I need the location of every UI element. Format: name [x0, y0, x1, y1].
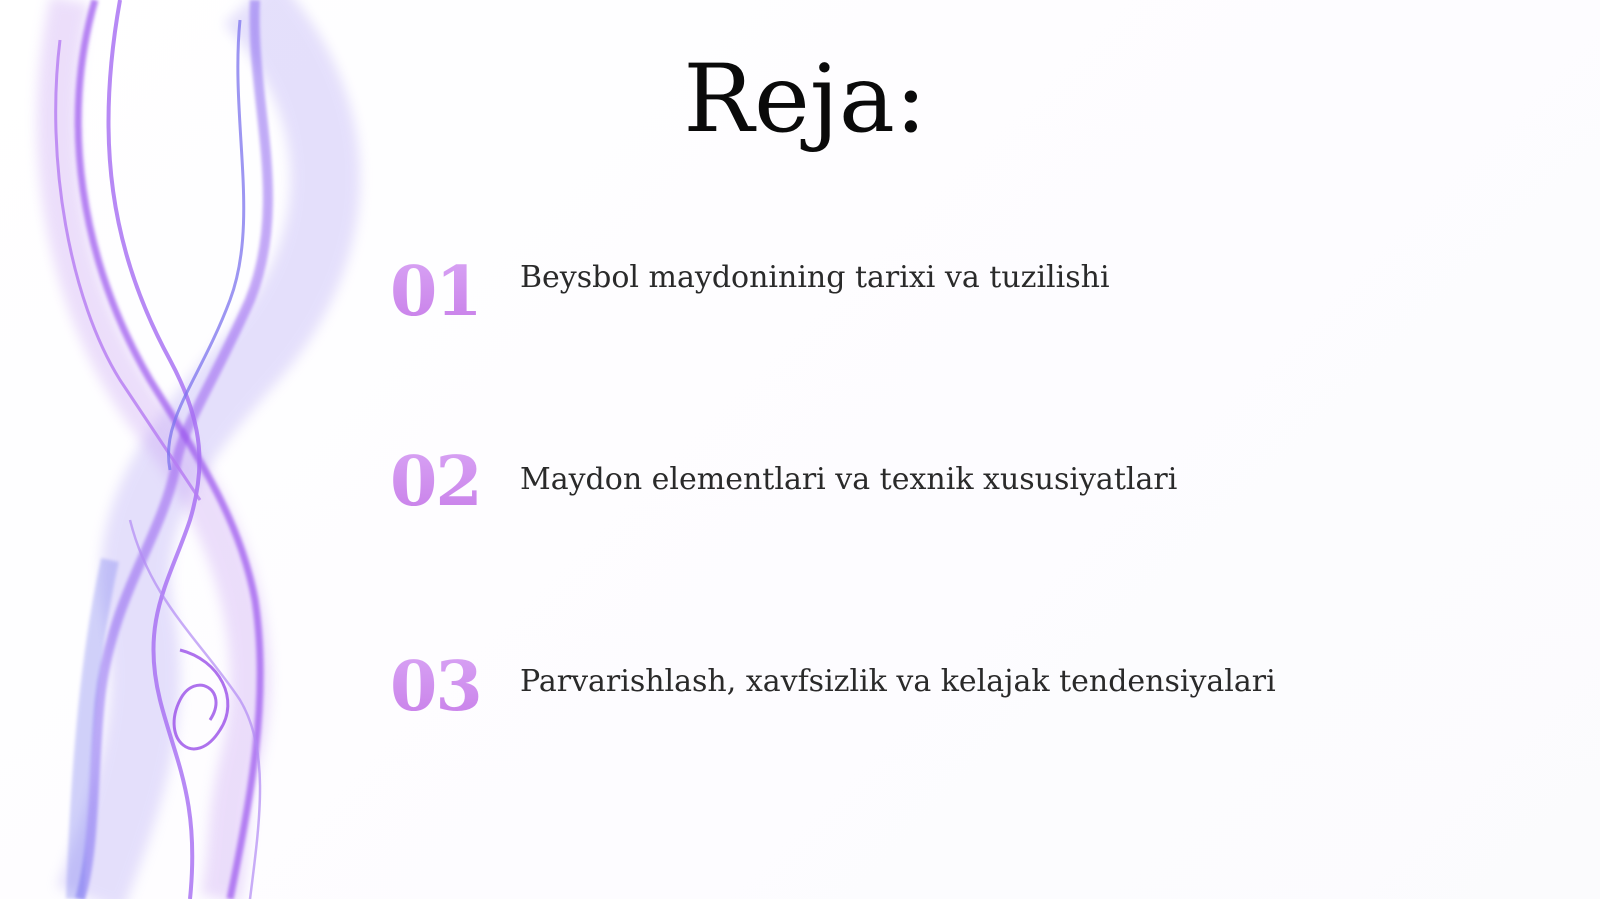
agenda-item-number: 02 [390, 442, 481, 522]
agenda-item-text: Beysbol maydonining tarixi va tuzilishi [520, 260, 1110, 295]
agenda-item-text: Maydon elementlari va texnik xususiyatlari [520, 462, 1178, 497]
agenda-item-number: 01 [390, 252, 481, 332]
agenda-item [390, 440, 1390, 530]
slide-title: Reja: [683, 45, 927, 154]
agenda-item-number: 03 [390, 647, 481, 727]
agenda-item [390, 645, 1390, 735]
agenda-item-text: Parvarishlash, xavfsizlik va kelajak tendensiyalari [520, 664, 1276, 699]
agenda-item [390, 250, 1390, 340]
